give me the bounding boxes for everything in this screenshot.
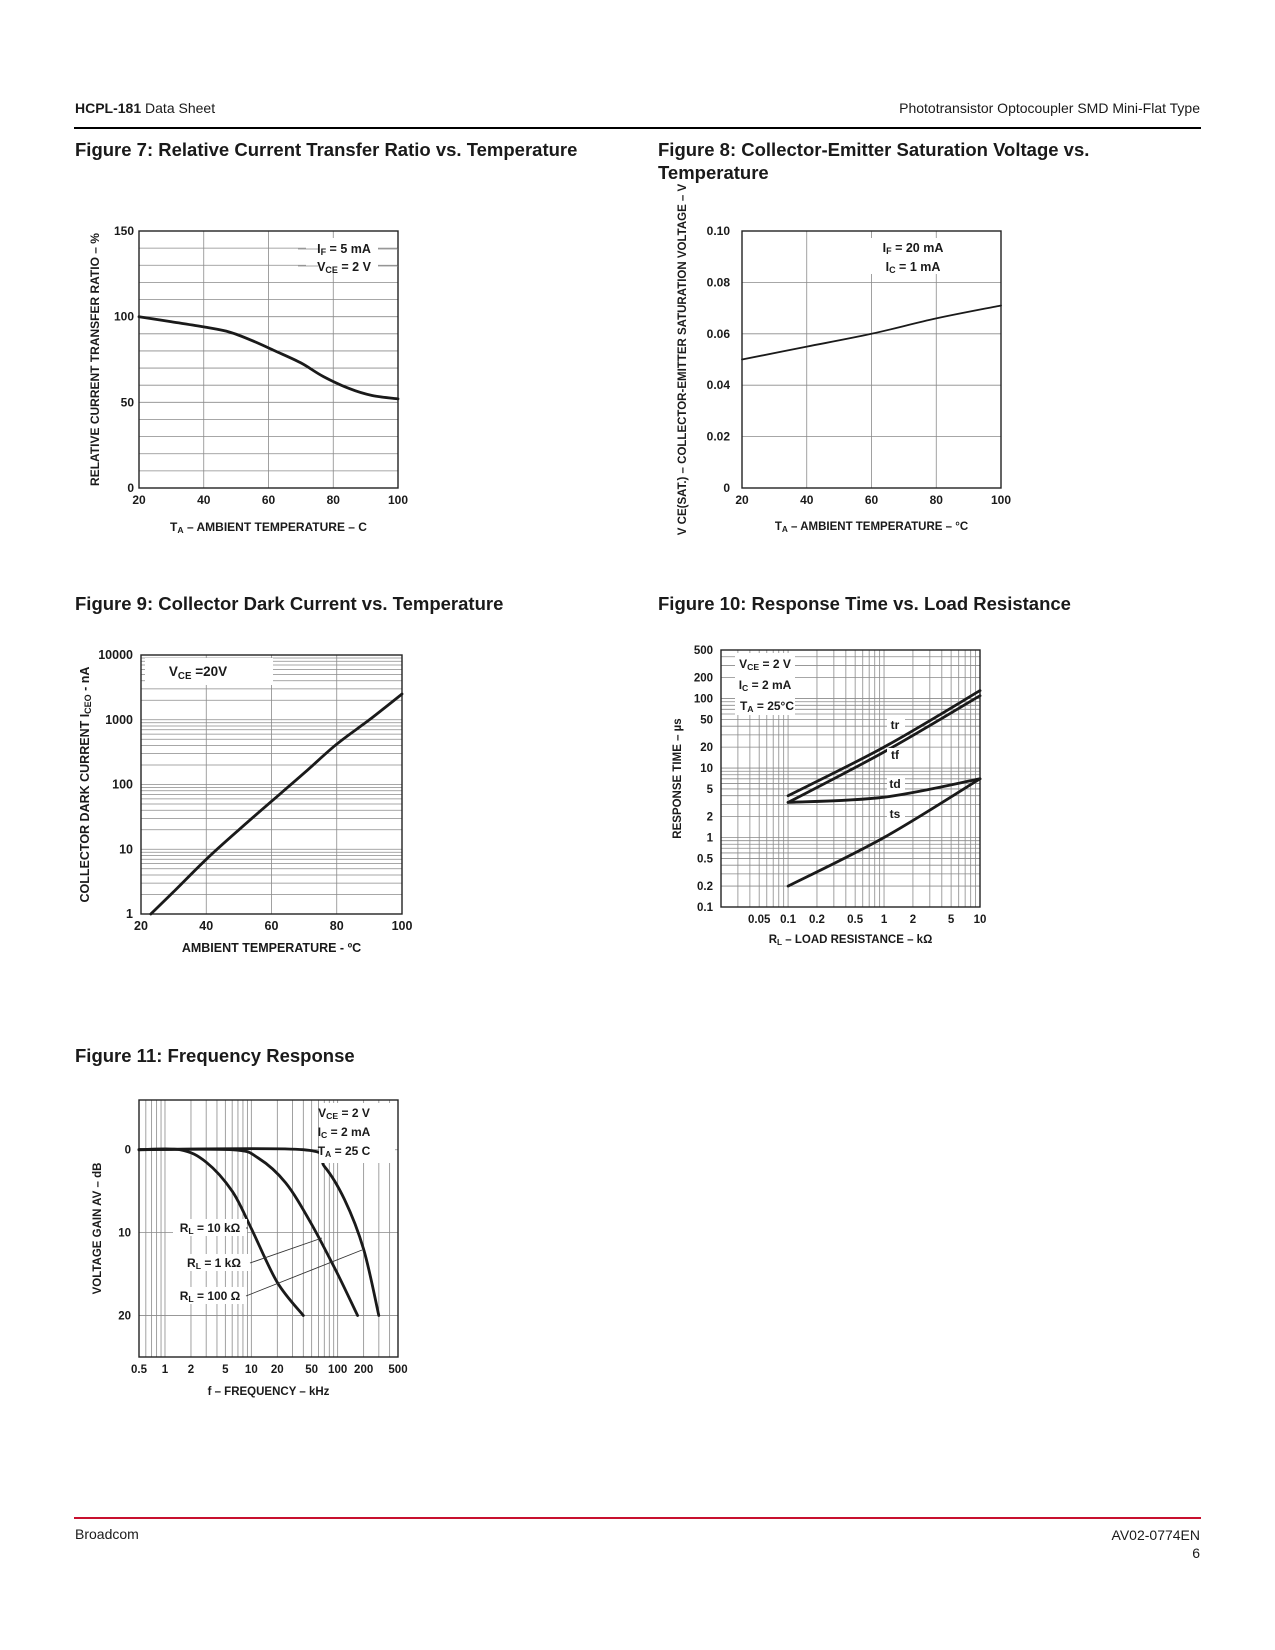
fig10-series-label-tr: tr — [890, 718, 900, 732]
footer-doc-number: AV02-0774EN — [1111, 1527, 1200, 1543]
fig10-ytick-label: 0.2 — [697, 881, 713, 894]
fig8-ytick-label: 0.06 — [706, 326, 730, 341]
fig7-ytick-label: 0 — [127, 481, 134, 495]
fig9-xtick-label: 40 — [199, 919, 214, 933]
fig8-xtick-label: 60 — [864, 493, 879, 507]
fig9-ytick-label: 1000 — [105, 712, 133, 727]
fig8-xtick-label: 20 — [735, 493, 749, 507]
footer-page-number: 6 — [1192, 1545, 1200, 1561]
fig10-ytick-label: 500 — [693, 645, 713, 657]
fig11-xtick-label: 0.5 — [131, 1364, 147, 1376]
fig8-ytick-label: 0.02 — [706, 429, 730, 444]
fig11-annotation-ta: TA = 25 C — [317, 1144, 371, 1160]
fig11-ytick-label: 20 — [118, 1310, 131, 1323]
fig11-title: Figure 11: Frequency Response — [75, 1045, 355, 1066]
fig7-chart — [88, 224, 408, 535]
fig9-title: Figure 9: Collector Dark Current vs. Temperature — [75, 593, 504, 614]
fig9-chart — [78, 648, 412, 955]
fig7-xtick-label: 100 — [387, 493, 409, 507]
fig10-xtick-label: 0.5 — [847, 914, 864, 926]
fig10-ytick-label: 20 — [700, 742, 713, 755]
fig10-xtick-label: 0.05 — [747, 914, 771, 926]
fig7-ylabel: RELATIVE CURRENT TRANSFER RATIO – % — [88, 233, 102, 486]
fig7-annotation-if: IF = 5 mA — [317, 242, 371, 258]
fig10-series-label-td: td — [889, 777, 901, 791]
fig10-ytick-label: 0.5 — [697, 853, 713, 866]
fig7-annotation-vce: VCE = 2 V — [317, 260, 371, 276]
fig8-xtick-label: 80 — [929, 493, 943, 507]
fig7-ytick-label: 150 — [113, 224, 134, 238]
fig10-ylabel: RESPONSE TIME – µs — [672, 718, 684, 839]
fig10-annotation-ic: IC = 2 mA — [738, 678, 792, 694]
fig10-xlabel: RL – LOAD RESISTANCE – kΩ — [768, 934, 933, 947]
fig10-xtick-label: 5 — [947, 914, 955, 926]
fig8-xtick-label: 40 — [800, 493, 814, 507]
fig10-ytick-label: 0.1 — [697, 902, 713, 914]
fig7-title: Figure 7: Relative Current Transfer Ratio vs. Temperature — [75, 139, 578, 160]
fig11-ylabel: VOLTAGE GAIN AV – dB — [92, 1162, 104, 1295]
fig10-ytick-label: 5 — [706, 783, 713, 796]
fig11-curve-label: RL = 100 Ω — [179, 1289, 241, 1305]
fig8-ytick-label: 0.04 — [706, 378, 730, 393]
fig10-chart — [672, 645, 986, 947]
fig9-ytick-label: 100 — [112, 777, 133, 792]
fig8-ytick-label: 0 — [723, 481, 730, 495]
fig11-xtick-label: 50 — [305, 1364, 319, 1376]
fig11-xtick-label: 20 — [270, 1364, 284, 1376]
fig7-ytick-label: 100 — [113, 309, 134, 324]
fig11-xtick-label: 500 — [388, 1364, 408, 1376]
fig7-xtick-label: 40 — [197, 493, 211, 507]
fig8-annotation-if: IF = 20 mA — [882, 241, 944, 257]
fig7-xtick-label: 80 — [326, 493, 340, 507]
fig9-ylabel: COLLECTOR DARK CURRENT ICEO - nA — [78, 666, 94, 903]
fig10-ytick-label: 50 — [700, 714, 713, 727]
fig11-xtick-label: 200 — [354, 1364, 374, 1376]
fig8-ylabel: V CE(SAT.) – COLLECTOR-EMITTER SATURATION VOLTAGE – V — [677, 183, 689, 536]
fig11-xtick-label: 1 — [161, 1364, 169, 1376]
fig10-xtick-label: 10 — [973, 914, 987, 926]
fig11-annotation-vce: VCE = 2 V — [318, 1106, 370, 1122]
fig9-xtick-label: 60 — [264, 919, 279, 933]
fig10-annotation-vce: VCE = 2 V — [739, 657, 791, 673]
fig8-xtick-label: 100 — [990, 493, 1012, 507]
fig10-series-label-tf: tf — [891, 748, 899, 762]
fig11-ytick-label: 10 — [118, 1227, 131, 1240]
product-name: HCPL-181 — [75, 100, 142, 116]
fig8-annotation-ic: IC = 1 mA — [885, 260, 941, 276]
fig10-annotation-ta: TA = 25°C — [739, 699, 795, 715]
fig10-ytick-label: 200 — [693, 672, 713, 685]
fig7-xlabel: TA – AMBIENT TEMPERATURE – C — [170, 520, 367, 536]
fig11-xtick-label: 10 — [244, 1364, 258, 1376]
fig11-curve-label: RL = 1 kΩ — [187, 1256, 241, 1272]
fig8-ytick-label: 0.10 — [706, 224, 730, 238]
fig10-title: Figure 10: Response Time vs. Load Resistance — [658, 593, 1071, 614]
fig9-ytick-label: 1 — [126, 907, 133, 921]
fig9-ytick-label: 10000 — [98, 648, 133, 662]
fig10-ytick-label: 1 — [706, 832, 713, 845]
fig9-xtick-label: 80 — [329, 919, 344, 933]
fig7-xtick-label: 20 — [132, 493, 146, 507]
fig9-xtick-label: 20 — [134, 919, 148, 933]
fig8-ytick-label: 0.08 — [706, 275, 730, 290]
fig7-xtick-label: 60 — [261, 493, 276, 507]
fig10-ytick-label: 10 — [700, 763, 713, 776]
fig10-xtick-label: 2 — [909, 914, 917, 926]
fig11-chart — [92, 1100, 408, 1398]
fig11-curve-label: RL = 10 kΩ — [179, 1221, 241, 1237]
fig11-xtick-label: 5 — [222, 1364, 229, 1376]
footer-rule — [74, 1517, 1201, 1519]
fig11-xtick-label: 2 — [187, 1364, 195, 1376]
footer-docinfo — [1112, 1526, 1200, 1562]
fig8-xlabel: TA – AMBIENT TEMPERATURE – °C — [774, 521, 969, 534]
fig10-xtick-label: 0.1 — [780, 914, 797, 926]
fig11-xlabel: f – FREQUENCY – kHz — [207, 1386, 330, 1398]
fig10-series-label-ts: ts — [889, 807, 901, 821]
fig11-annotation-ic: IC = 2 mA — [317, 1125, 371, 1141]
fig7-ytick-label: 50 — [120, 395, 134, 410]
fig11-xtick-label: 100 — [328, 1364, 348, 1376]
fig9-xlabel: AMBIENT TEMPERATURE - ºC — [181, 941, 362, 955]
header-subtitle: Phototransistor Optocoupler SMD Mini-Flat Type — [899, 100, 1200, 116]
fig10-xtick-label: 0.2 — [808, 914, 825, 926]
fig10-ytick-label: 100 — [693, 693, 713, 706]
fig8-title: Figure 8: Collector-Emitter Saturation Voltage vs. Temperature — [658, 139, 1090, 183]
doc-type: Data Sheet — [145, 100, 216, 116]
fig10-xtick-label: 1 — [880, 914, 888, 926]
fig8-chart — [677, 183, 1011, 535]
fig9-xtick-label: 100 — [391, 919, 413, 933]
fig9-ytick-label: 10 — [119, 842, 133, 857]
fig10-ytick-label: 2 — [706, 811, 713, 824]
fig11-ytick-label: 0 — [124, 1144, 131, 1157]
fig9-annotation-vce: VCE =20V — [168, 664, 228, 682]
footer-company: Broadcom — [75, 1526, 139, 1542]
